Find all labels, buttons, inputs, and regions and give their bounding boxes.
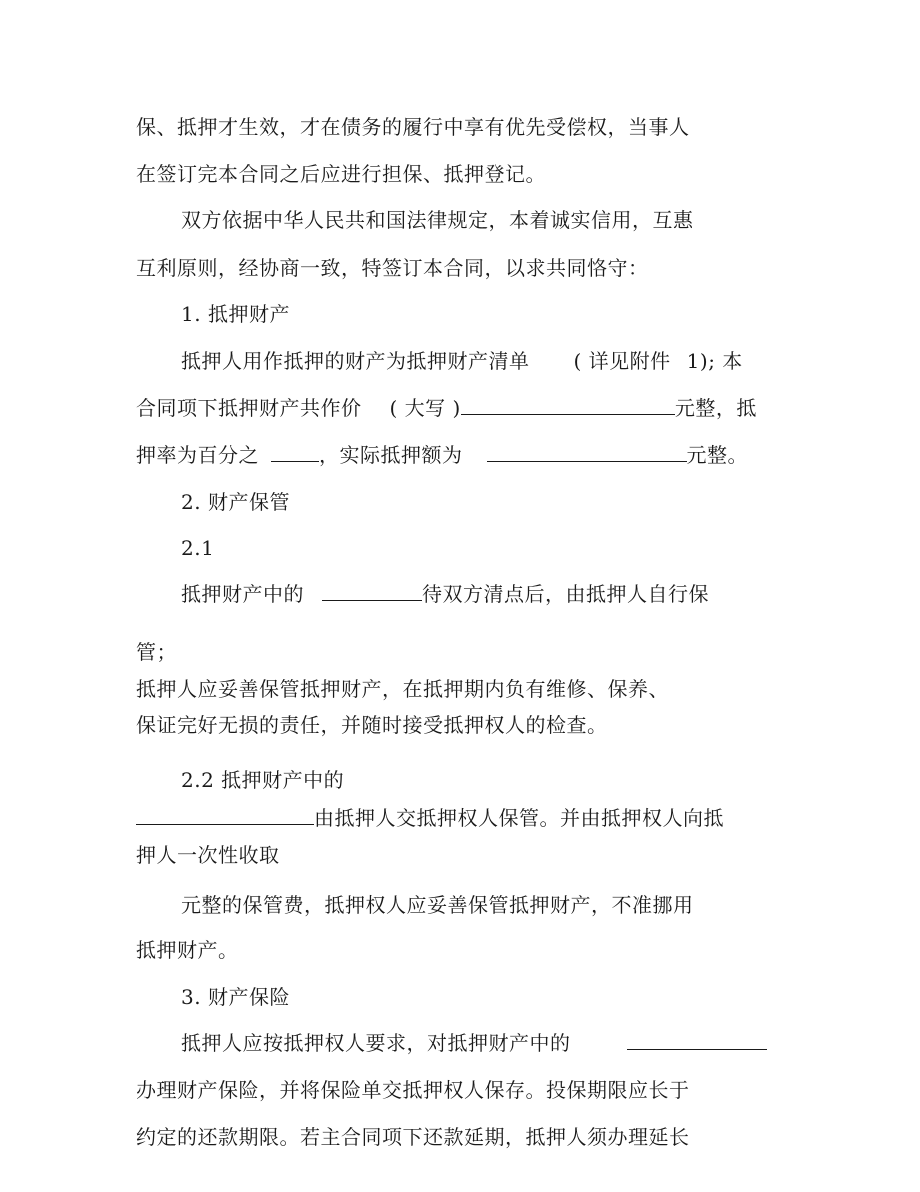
text-segment: 押率为百分之 [136,443,259,467]
paragraph-line: 管； [136,640,177,664]
section-heading: 2. 财产保管 [181,490,290,514]
text-segment: 元整。 [686,443,748,467]
section-heading: 2.2 抵押财产中的 [181,768,345,792]
text-segment: 合同项下抵押财产共作价 [136,396,362,420]
section-heading: 2.1 [181,536,215,560]
text-segment: ，实际抵押额为 [319,443,463,467]
fill-blank [487,443,687,462]
section-heading: 3. 财产保险 [181,985,290,1009]
text-segment: 元整，抵 [674,396,757,420]
fill-blank [136,806,314,825]
text-segment: 抵押人应按抵押权人要求，对抵押财产中的 [181,1031,571,1055]
paragraph-line: 元整的保管费，抵押权人应妥善保管抵押财产，不准挪用 [181,893,694,917]
paragraph-line [181,1031,767,1055]
text-segment: 待双方清点后，由抵押人自行保 [422,582,709,606]
fill-blank [461,396,675,415]
fill-blank [322,582,422,601]
text-segment: ( 详见附件 [573,349,671,373]
paragraph-line: 押人一次性收取 [136,843,280,867]
paragraph-line [181,349,743,373]
text-segment: ( 大写 ) [389,396,461,420]
paragraph-line [136,396,757,420]
section-heading: 1. 抵押财产 [181,302,290,326]
paragraph-line: 在签订完本合同之后应进行担保、抵押登记。 [136,162,546,186]
fill-blank [627,1031,767,1050]
paragraph-line: 互利原则，经协商一致，特签订本合同，以求共同恪守： [136,256,649,280]
paragraph-line: 抵押人应妥善保管抵押财产，在抵押期内负有维修、保养、 [136,677,669,701]
fill-blank [271,443,319,462]
paragraph-line: 约定的还款期限。若主合同项下还款延期，抵押人须办理延长 [136,1125,690,1149]
paragraph-line: 抵押财产。 [136,938,239,962]
text-segment: 1); 本 [686,349,743,373]
paragraph-line: 办理财产保险，并将保险单交抵押权人保存。投保期限应长于 [136,1078,690,1102]
paragraph-line: 保、抵押才生效，才在债务的履行中享有优先受偿权，当事人 [136,115,690,139]
text-segment: 抵押财产中的 [181,582,304,606]
paragraph-line [136,806,724,830]
paragraph-line [136,443,748,467]
paragraph-line: 双方依据中华人民共和国法律规定，本着诚实信用，互惠 [181,208,694,232]
paragraph-line: 保证完好无损的责任，并随时接受抵押权人的检查。 [136,713,608,737]
paragraph-line [181,582,709,606]
text-segment: 抵押人用作抵押的财产为抵押财产清单 [181,349,530,373]
text-segment: 由抵押人交抵押权人保管。并由抵押权人向抵 [314,806,724,830]
